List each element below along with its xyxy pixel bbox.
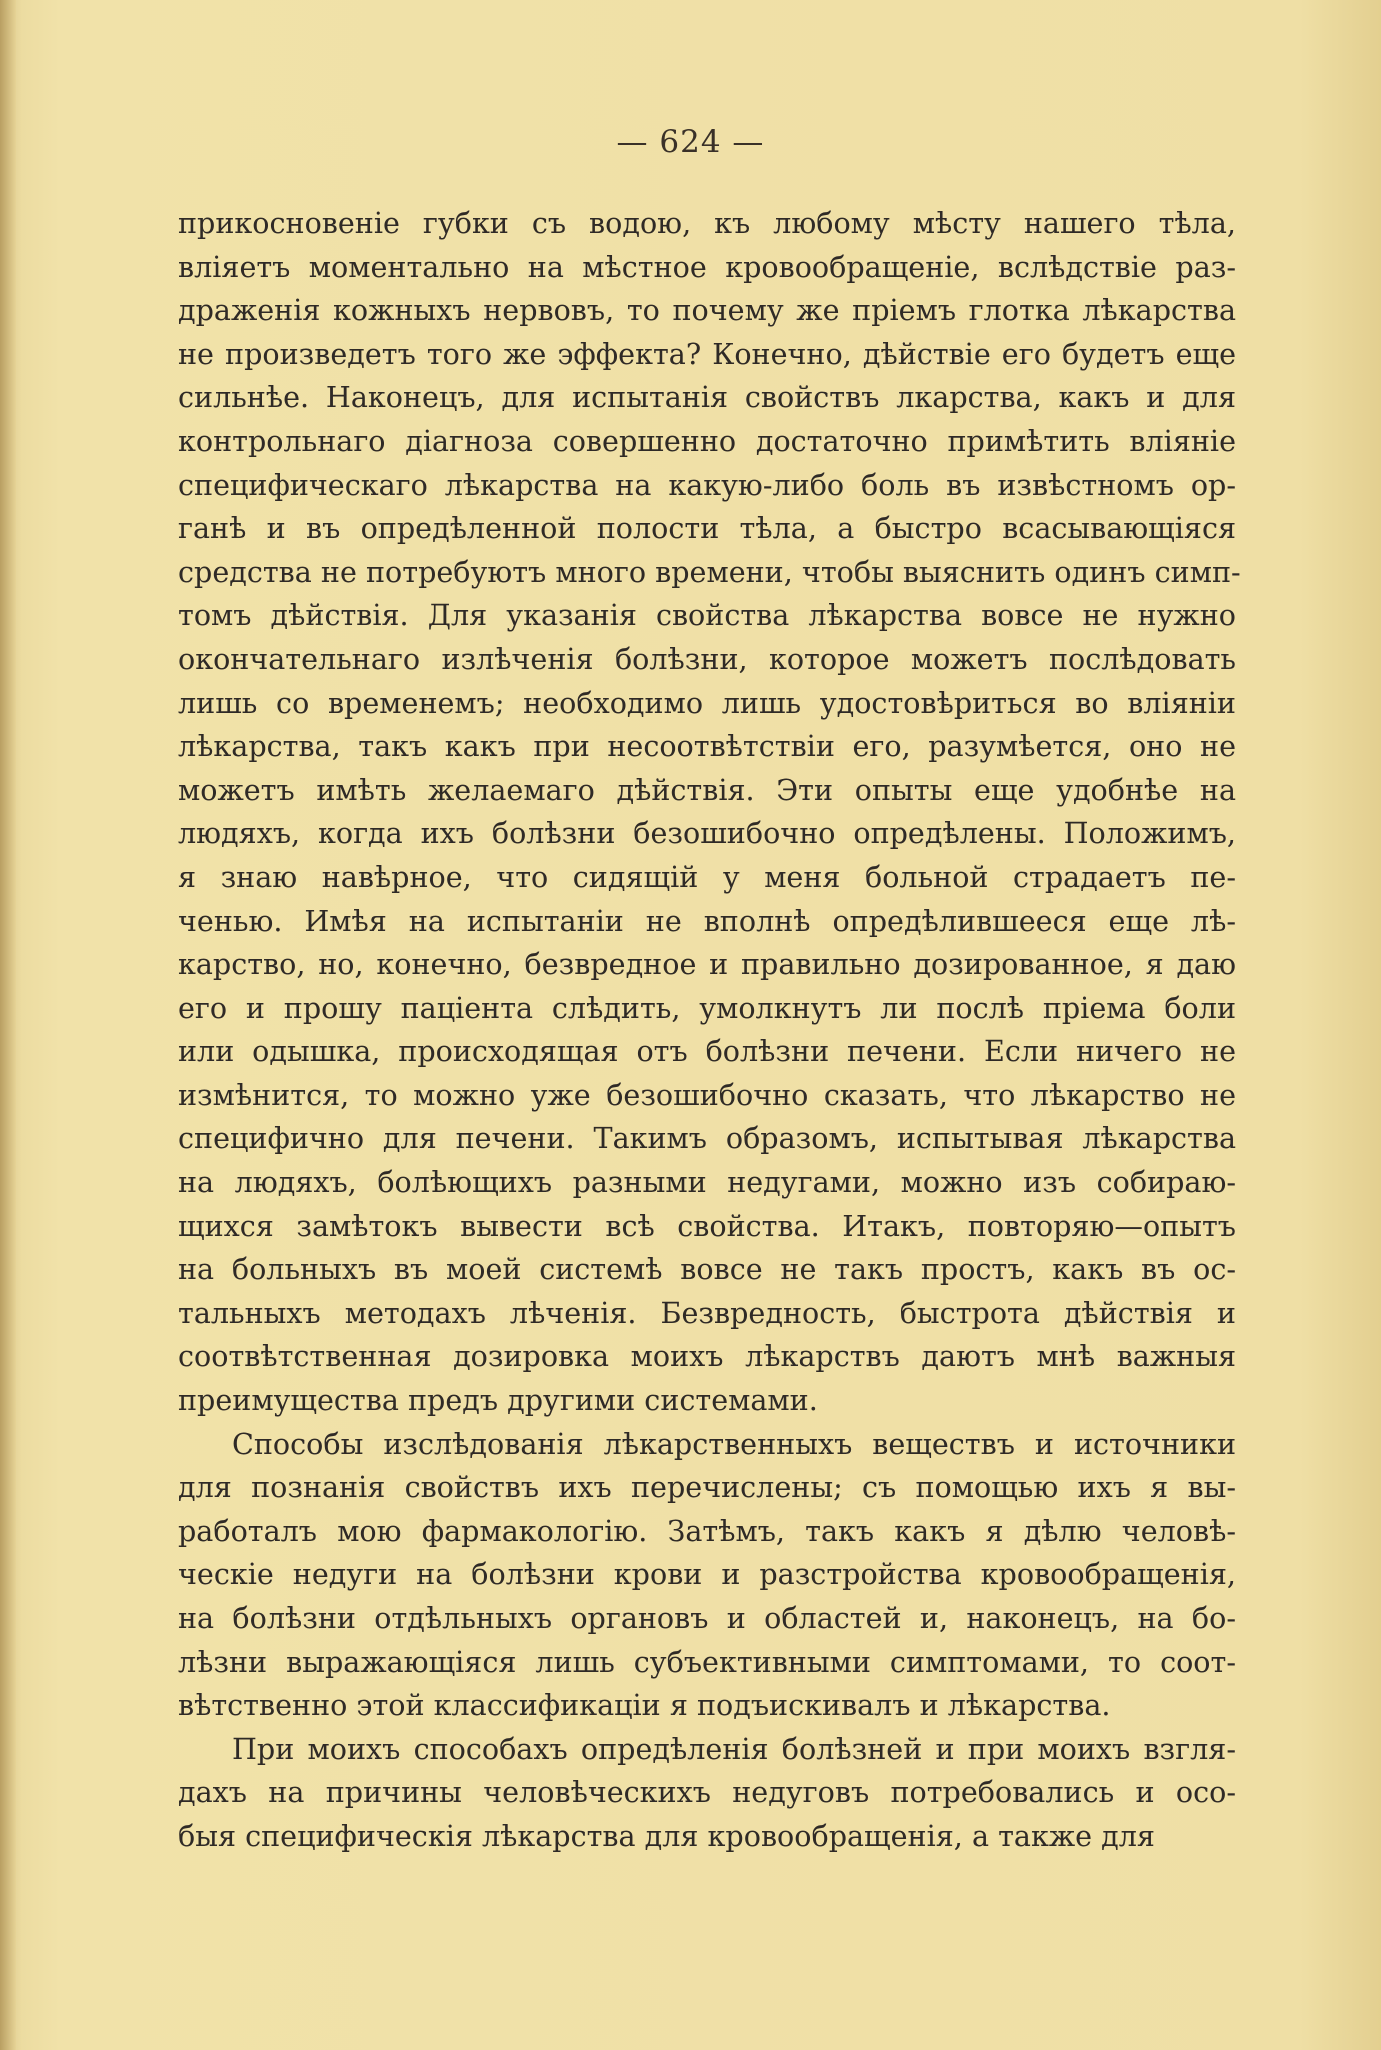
text-line: или одышка, происходящая отъ болѣзни печени. Если ничего не <box>178 1034 1236 1069</box>
text-line: его и прошу паціента слѣдить, умолкнутъ ли послѣ пріема боли <box>178 990 1236 1025</box>
paragraph <box>178 1423 1236 1728</box>
text-line: соотвѣтственная дозировка моихъ лѣкарствъ даютъ мнѣ важныя <box>178 1339 1236 1374</box>
text-line: не произведетъ того же эффекта? Конечно, дѣйствіе его будетъ еще <box>178 336 1236 371</box>
text-line: лишь со временемъ; необходимо лишь удостовѣриться во вліяніи <box>178 685 1236 720</box>
page-body-text <box>178 202 1241 1859</box>
page-binding-shadow <box>0 0 16 2050</box>
text-line: работалъ мою фармакологію. Затѣмъ, такъ какъ я дѣлю человѣ- <box>178 1513 1236 1548</box>
text-line: ченью. Имѣя на испытаніи не вполнѣ опредѣлившееся еще лѣ- <box>178 903 1236 938</box>
text-line: вѣтственно этой классификаціи я подъискивалъ и лѣкарства. <box>178 1688 1111 1723</box>
text-line: прикосновеніе губки съ водою, къ любому мѣсту нашего тѣла, <box>178 206 1236 240</box>
text-line: окончательнаго излѣченія болѣзни, которое можетъ послѣдовать <box>178 641 1236 676</box>
text-line: щихся замѣтокъ вывести всѣ свойства. Итакъ, повторяю—опытъ <box>178 1208 1236 1243</box>
text-line: томъ дѣйствія. Для указанія свойства лѣкарства вовсе не нужно <box>178 598 1236 633</box>
text-line: специфическаго лѣкарства на какую-либо боль въ извѣстномъ ор- <box>178 467 1236 502</box>
text-line: лѣкарства, такъ какъ при несоотвѣтствіи его, разумѣется, оно не <box>178 729 1236 764</box>
paragraph <box>178 1728 1236 1859</box>
text-line: на больныхъ въ моей системѣ вовсе не такъ простъ, какъ въ ос- <box>178 1252 1236 1287</box>
text-line: средства не потребуютъ много времени, чтобы выяснить одинъ симп- <box>178 554 1241 589</box>
text-line: быя специфическія лѣкарства для кровообращенія, а также для <box>178 1818 1155 1853</box>
text-line: контрольнаго діагноза совершенно достаточно примѣтить вліяніе <box>178 423 1236 458</box>
text-line: драженія кожныхъ нервовъ, то почему же пріемъ глотка лѣкарства <box>178 293 1236 328</box>
text-line: людяхъ, когда ихъ болѣзни безошибочно опредѣлены. Положимъ, <box>178 816 1236 851</box>
text-line: сильнѣе. Наконецъ, для испытанія свойствъ лкарства, какъ и для <box>178 380 1236 415</box>
paragraph <box>178 202 1241 1423</box>
text-line: преимущества предъ другими системами. <box>178 1383 818 1418</box>
text-line: Способы изслѣдованія лѣкарственныхъ веществъ и источники <box>232 1426 1236 1461</box>
text-line: вліяетъ моментально на мѣстное кровообращеніе, вслѣдствіе раз- <box>178 249 1236 284</box>
page-number: — 624 — <box>616 124 765 160</box>
text-line: лѣзни выражающіяся лишь субъективными симптомами, то соот- <box>178 1644 1236 1679</box>
text-line: для познанія свойствъ ихъ перечислены; съ помощью ихъ я вы- <box>178 1470 1236 1505</box>
text-line: специфично для печени. Такимъ образомъ, испытывая лѣкарства <box>178 1121 1236 1156</box>
text-line: При моихъ способахъ опредѣленія болѣзней и при моихъ взгля- <box>232 1731 1236 1766</box>
text-line: ческіе недуги на болѣзни крови и разстройства кровообращенія, <box>178 1557 1236 1592</box>
text-line: на людяхъ, болѣющихъ разными недугами, можно изъ собираю- <box>178 1165 1236 1200</box>
text-line: тальныхъ методахъ лѣченія. Безвредность, быстрота дѣйствія и <box>178 1295 1236 1330</box>
text-line: дахъ на причины человѣческихъ недуговъ потребовались и осо- <box>178 1775 1236 1810</box>
text-line: можетъ имѣть желаемаго дѣйствія. Эти опыты еще удобнѣе на <box>178 772 1236 807</box>
text-line: я знаю навѣрное, что сидящій у меня больной страдаетъ пе- <box>178 859 1236 894</box>
text-line: на болѣзни отдѣльныхъ органовъ и областей и, наконецъ, на бо- <box>178 1601 1236 1635</box>
text-line: измѣнится, то можно уже безошибочно сказать, что лѣкарство не <box>178 1077 1236 1112</box>
text-line: карство, но, конечно, безвредное и правильно дозированное, я даю <box>178 947 1236 982</box>
text-line: ганѣ и въ опредѣленной полости тѣла, а быстро всасывающіяся <box>178 511 1236 546</box>
